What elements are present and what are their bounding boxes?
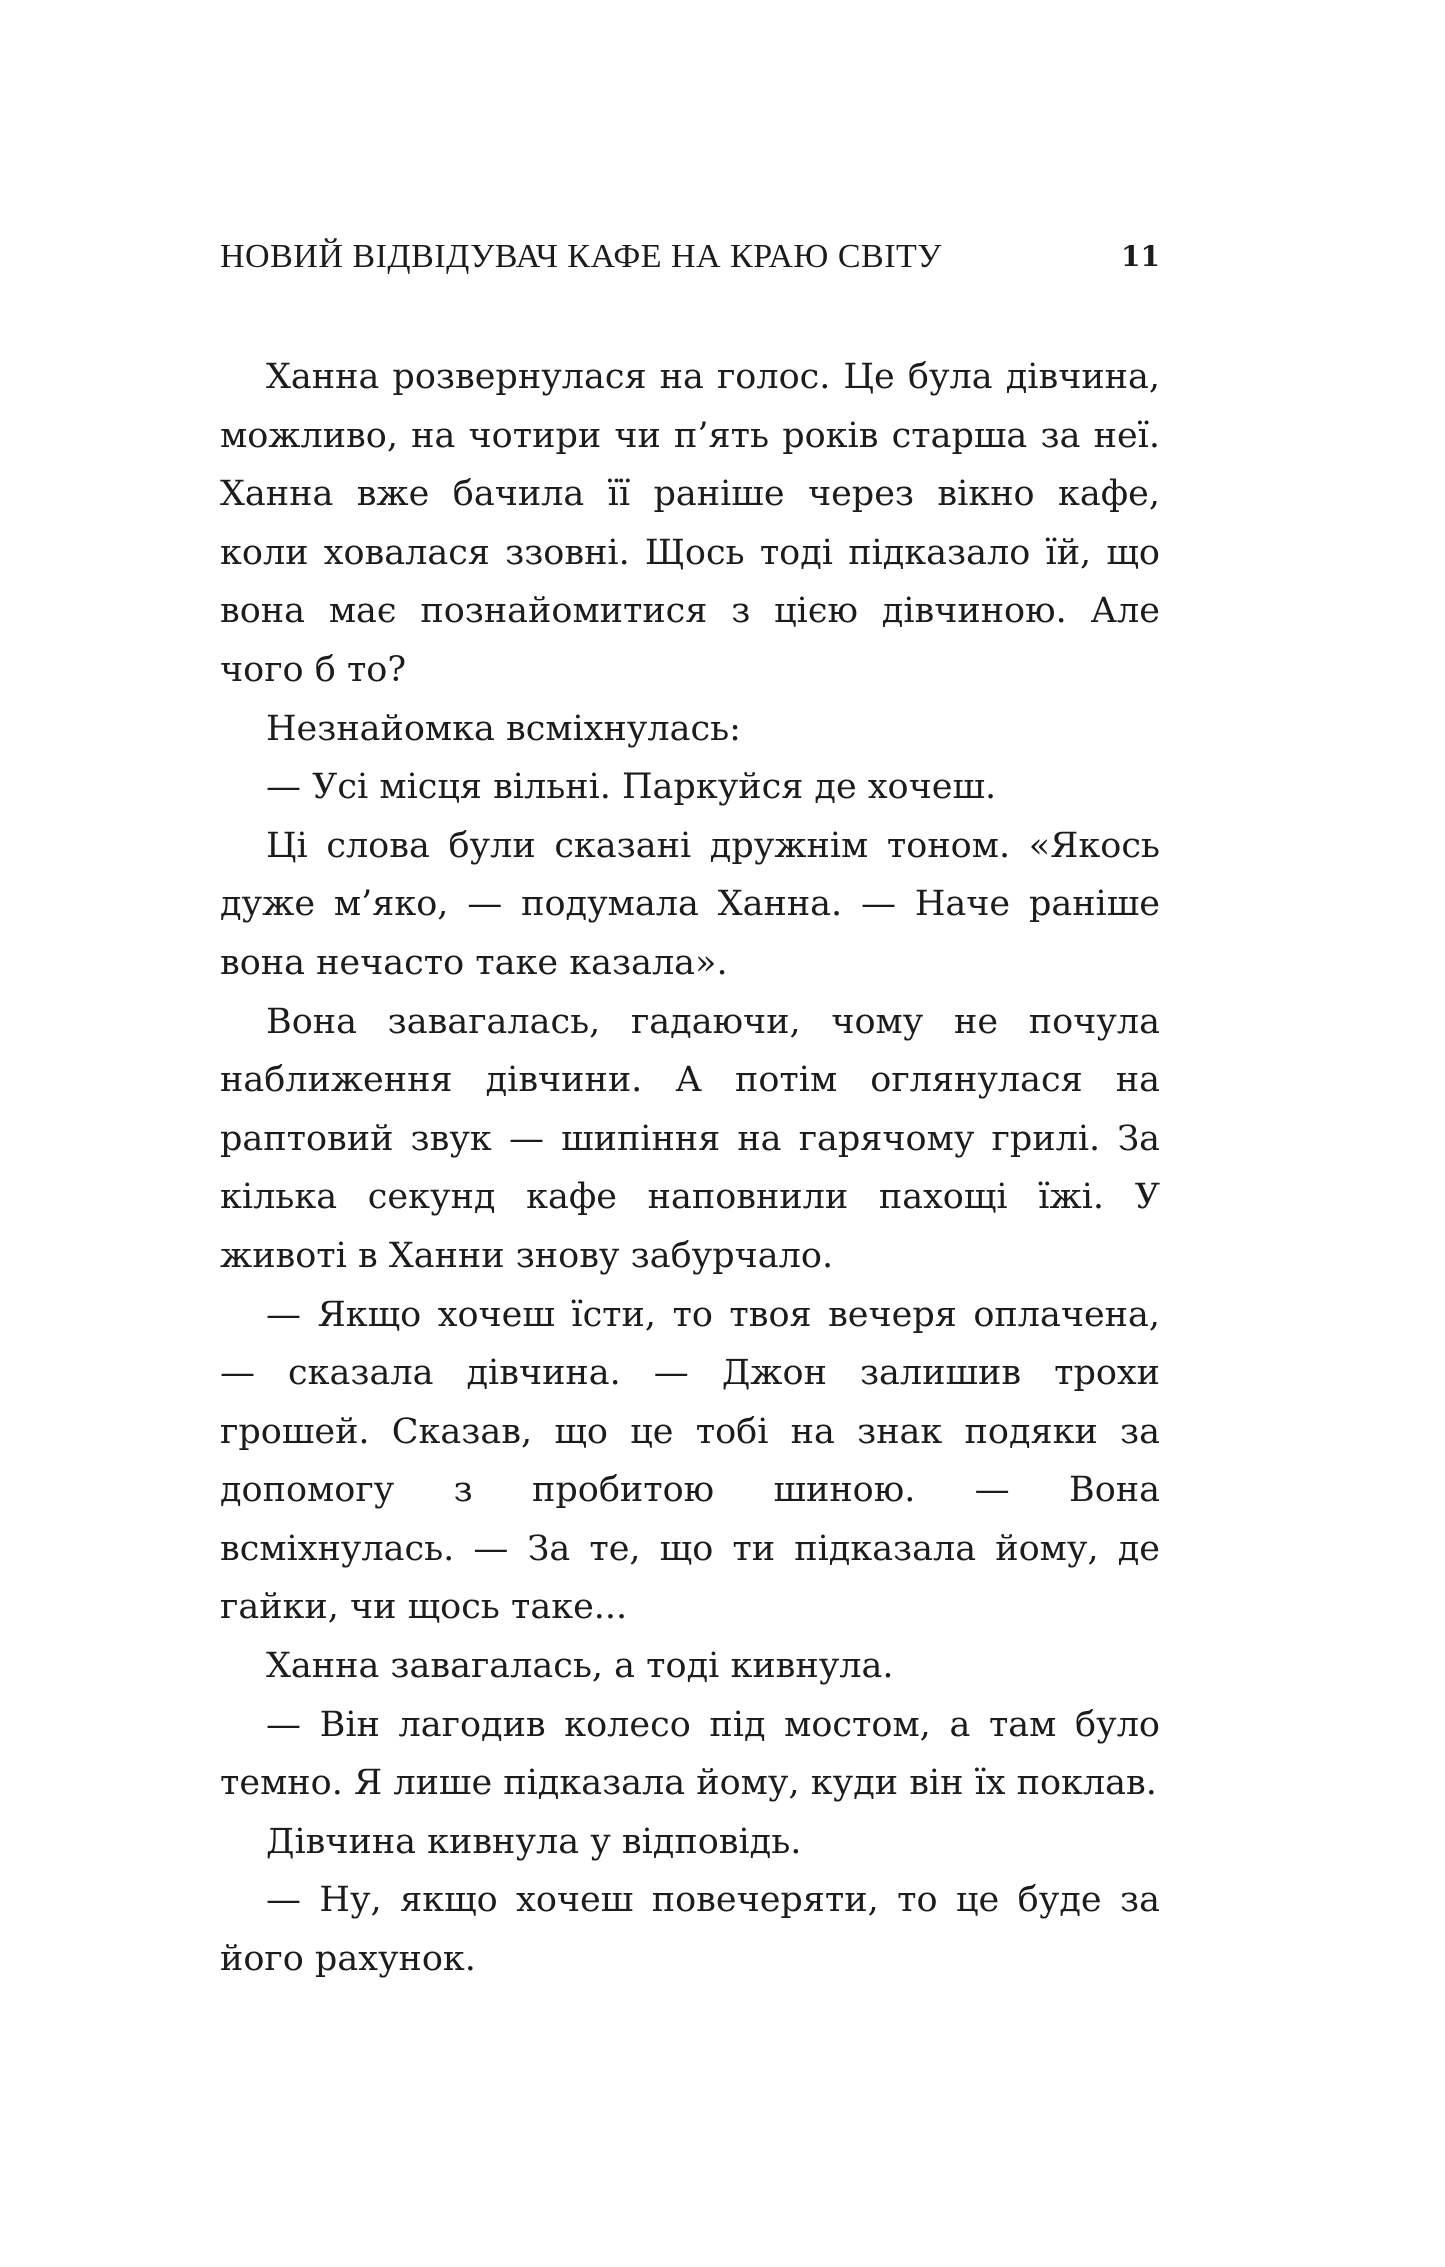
page-number: 11 (1121, 240, 1160, 273)
paragraph: — Ну, якщо хочеш повечеряти, то це буде за його рахунок. (220, 1880, 1160, 1980)
paragraph: — Усі місця вільні. Паркуйся де хочеш. (266, 767, 997, 808)
paragraph: Вона завагалась, гадаючи, чому не почула наближення дівчини. А потім оглянулася на раптовий звук — шипіння на гарячому грилі. За кілька секунд кафе наповнили пахощі їжі. У животі в Ханни знову забурчало. (220, 1001, 1160, 1276)
paragraph: — Якщо хочеш їсти, то твоя вечеря оплачена, — сказала дівчина. — Джон залишив трохи грошей. Сказав, що це тобі на знак подяки за допомогу з пробитою шиною. — Вона всміхнулась. — За те, що ти підказала йому, де гайки, чи щось таке... (220, 1294, 1160, 1628)
paragraph: Незнайомка всміхнулась: (266, 708, 741, 749)
paragraph: Дівчина кивнула у відповідь. (266, 1821, 802, 1862)
paragraph: — Він лагодив колесо під мостом, а там було темно. Я лише підказала йому, куди він їх поклав. (220, 1704, 1160, 1804)
paragraph: Ці слова були сказані дружнім тоном. «Якось дуже м’яко, — подумала Ханна. — Наче раніше вона нечасто таке казала». (220, 825, 1160, 983)
body-text (220, 348, 1160, 1989)
paragraph: Ханна розвернулася на голос. Це була дівчина, можливо, на чотири чи п’ять років старша за неї. Ханна вже бачила її раніше через вікно кафе, коли ховалася ззовні. Щось тоді підказало їй, що вона має познайомитися з цією дівчиною. Але чого б то? (220, 357, 1160, 690)
paragraph: Ханна завагалась, а тоді кивнула. (266, 1646, 894, 1687)
running-header (220, 232, 1160, 282)
running-title: НОВИЙ ВІДВІДУВАЧ КАФЕ НА КРАЮ СВІТУ (220, 238, 942, 275)
